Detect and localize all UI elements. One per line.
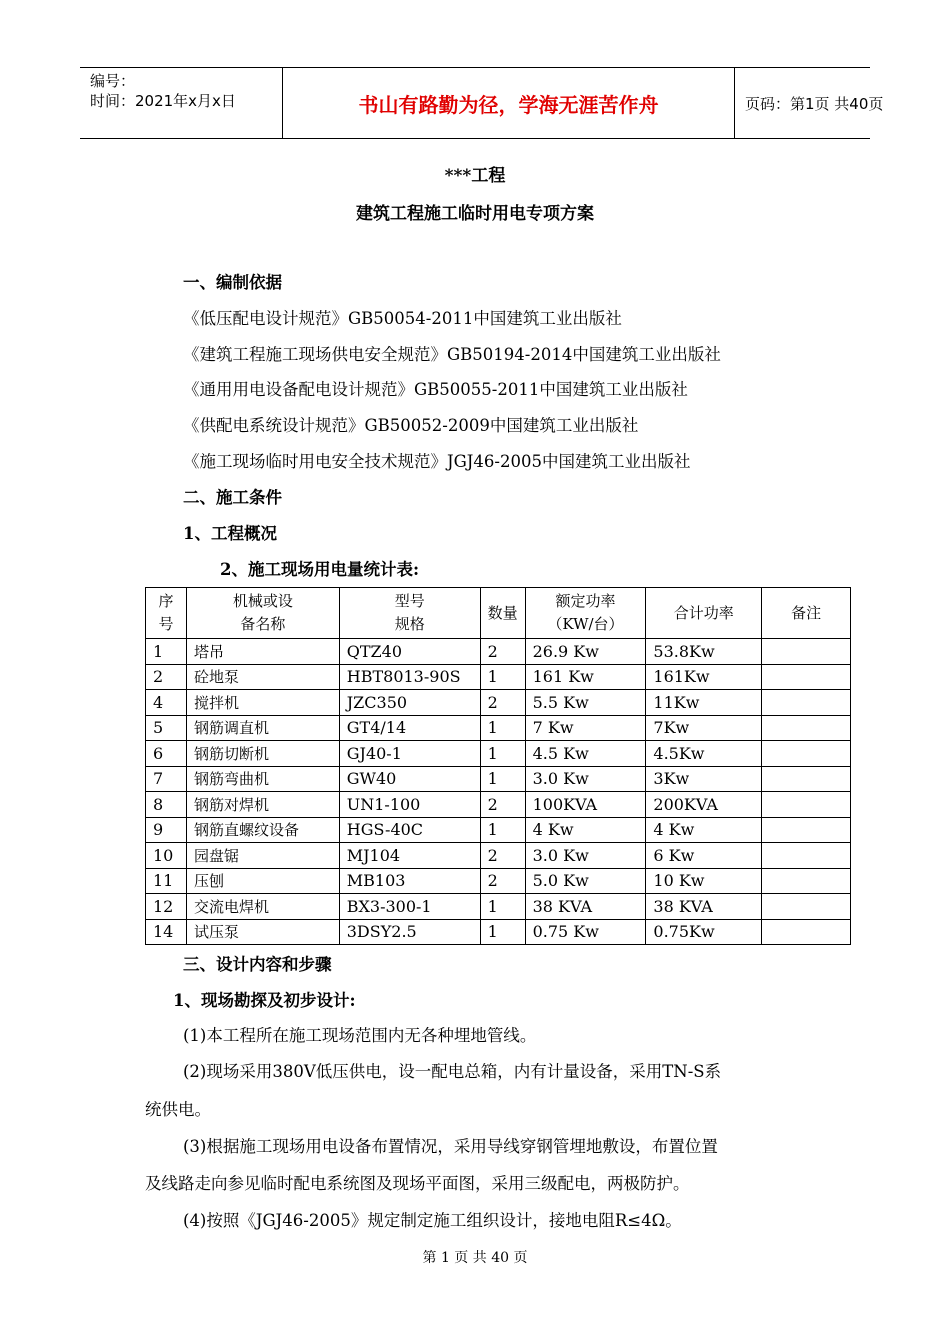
table-cell-note	[762, 868, 851, 894]
reference-item: 《供配电系统设计规范》GB50052-2009中国建筑工业出版社	[183, 416, 639, 435]
table-cell-qty: 1	[480, 919, 525, 945]
table-row	[146, 741, 851, 767]
paragraph: (2)现场采用380V低压供电，设一配电总箱，内有计量设备，采用TN-S系	[183, 1062, 722, 1081]
table-row	[146, 664, 851, 690]
reference-item: 《施工现场临时用电安全技术规范》JGJ46-2005中国建筑工业出版社	[183, 452, 691, 471]
table-cell-note	[762, 715, 851, 741]
table-cell-no: 7	[146, 766, 187, 792]
table-row	[146, 817, 851, 843]
table-cell-name: 塔吊	[186, 639, 339, 665]
table-cell-qty: 1	[480, 766, 525, 792]
table-cell-qty: 1	[480, 741, 525, 767]
table-cell-rated: 26.9 Kw	[525, 639, 646, 665]
table-cell-name: 试压泵	[186, 919, 339, 945]
col-rated-power: 额定功率 （KW/台）	[525, 588, 646, 639]
table-cell-qty: 1	[480, 817, 525, 843]
table-cell-rated: 3.0 Kw	[525, 766, 646, 792]
header-motto: 书山有路勤为径，学海无涯苦作舟	[282, 68, 735, 138]
table-row	[146, 715, 851, 741]
header-page-code: 页码：第1页 共40页	[745, 94, 884, 113]
table-cell-model: GW40	[339, 766, 480, 792]
table-cell-rated: 3.0 Kw	[525, 843, 646, 869]
col-seq: 序 号	[146, 588, 187, 639]
paragraph: (1)本工程所在施工现场范围内无各种埋地管线。	[183, 1026, 537, 1045]
table-cell-no: 1	[146, 639, 187, 665]
table-row	[146, 639, 851, 665]
table-cell-model: MJ104	[339, 843, 480, 869]
table-cell-total: 3Kw	[646, 766, 762, 792]
header-info	[80, 68, 282, 138]
table-cell-no: 6	[146, 741, 187, 767]
col-note: 备注	[762, 588, 851, 639]
table-cell-note	[762, 843, 851, 869]
reference-item: 《建筑工程施工现场供电安全规范》GB50194-2014中国建筑工业出版社	[183, 345, 721, 364]
table-cell-qty: 2	[480, 792, 525, 818]
table-cell-rated: 100KVA	[525, 792, 646, 818]
table-cell-name: 钢筋调直机	[186, 715, 339, 741]
table-cell-model: UN1-100	[339, 792, 480, 818]
table-cell-total: 53.8Kw	[646, 639, 762, 665]
subsection-3-1: 1、现场勘探及初步设计:	[173, 991, 356, 1010]
table-cell-name: 钢筋切断机	[186, 741, 339, 767]
table-cell-model: HGS-40C	[339, 817, 480, 843]
table-cell-total: 10 Kw	[646, 868, 762, 894]
table-cell-qty: 1	[480, 894, 525, 920]
table-cell-qty: 2	[480, 843, 525, 869]
col-qty: 数量	[480, 588, 525, 639]
table-cell-name: 园盘锯	[186, 843, 339, 869]
table-row	[146, 766, 851, 792]
table-cell-note	[762, 894, 851, 920]
table-cell-note	[762, 741, 851, 767]
table-cell-model: QTZ40	[339, 639, 480, 665]
table-cell-no: 9	[146, 817, 187, 843]
table-cell-note	[762, 817, 851, 843]
reference-item: 《低压配电设计规范》GB50054-2011中国建筑工业出版社	[183, 309, 622, 328]
table-cell-rated: 4.5 Kw	[525, 741, 646, 767]
number-label: 编号：	[90, 72, 136, 90]
table-cell-model: JZC350	[339, 690, 480, 716]
table-cell-rated: 4 Kw	[525, 817, 646, 843]
table-cell-total: 6 Kw	[646, 843, 762, 869]
page-header	[80, 67, 884, 139]
table-cell-model: 3DSY2.5	[339, 919, 480, 945]
table-cell-no: 12	[146, 894, 187, 920]
table-cell-rated: 5.5 Kw	[525, 690, 646, 716]
paragraph: (3)根据施工现场用电设备布置情况，采用导线穿钢管埋地敷设，布置位置	[183, 1137, 718, 1156]
table-cell-total: 0.75Kw	[646, 919, 762, 945]
table-cell-name: 砼地泵	[186, 664, 339, 690]
project-title: ***工程	[444, 166, 506, 186]
col-model: 型号 规格	[339, 588, 480, 639]
table-cell-total: 38 KVA	[646, 894, 762, 920]
table-cell-model: GJ40-1	[339, 741, 480, 767]
paragraph: 统供电。	[145, 1100, 211, 1119]
table-cell-name: 搅拌机	[186, 690, 339, 716]
table-row	[146, 894, 851, 920]
table-cell-no: 4	[146, 690, 187, 716]
table-cell-name: 钢筋弯曲机	[186, 766, 339, 792]
section-3-heading: 三、设计内容和步骤	[183, 955, 332, 974]
table-cell-qty: 2	[480, 690, 525, 716]
page-footer: 第 1 页 共 40 页	[422, 1250, 528, 1266]
table-cell-name: 钢筋直螺纹设备	[186, 817, 339, 843]
table-cell-total: 7Kw	[646, 715, 762, 741]
table-cell-name: 钢筋对焊机	[186, 792, 339, 818]
table-cell-no: 5	[146, 715, 187, 741]
table-header-row	[146, 588, 851, 639]
table-row	[146, 919, 851, 945]
paragraph: (4)按照《JGJ46-2005》规定制定施工组织设计，接地电阻R≤4Ω。	[183, 1211, 682, 1230]
table-row	[146, 843, 851, 869]
table-cell-total: 4 Kw	[646, 817, 762, 843]
table-cell-rated: 38 KVA	[525, 894, 646, 920]
table-cell-no: 11	[146, 868, 187, 894]
table-cell-no: 8	[146, 792, 187, 818]
table-cell-note	[762, 919, 851, 945]
table-row	[146, 792, 851, 818]
section-2-heading: 二、施工条件	[183, 488, 282, 507]
table-cell-no: 2	[146, 664, 187, 690]
power-usage-table	[145, 587, 851, 945]
subsection-2-1: 1、工程概况	[183, 524, 277, 543]
section-1-heading: 一、编制依据	[183, 273, 282, 292]
table-cell-no: 14	[146, 919, 187, 945]
table-cell-note	[762, 690, 851, 716]
table-cell-rated: 0.75 Kw	[525, 919, 646, 945]
time-label: 时间：2021年x月x日	[90, 92, 236, 110]
table-cell-name: 交流电焊机	[186, 894, 339, 920]
table-cell-qty: 1	[480, 664, 525, 690]
table-cell-note	[762, 639, 851, 665]
table-cell-note	[762, 792, 851, 818]
col-total-power: 合计功率	[646, 588, 762, 639]
table-cell-model: GT4/14	[339, 715, 480, 741]
table-cell-name: 压刨	[186, 868, 339, 894]
table-cell-qty: 1	[480, 715, 525, 741]
table-cell-rated: 7 Kw	[525, 715, 646, 741]
table-cell-rated: 161 Kw	[525, 664, 646, 690]
table-cell-model: MB103	[339, 868, 480, 894]
table-cell-note	[762, 766, 851, 792]
table-cell-model: HBT8013-90S	[339, 664, 480, 690]
table-cell-total: 11Kw	[646, 690, 762, 716]
paragraph: 及线路走向参见临时配电系统图及现场平面图，采用三级配电，两极防护。	[145, 1174, 690, 1193]
table-cell-rated: 5.0 Kw	[525, 868, 646, 894]
table-cell-qty: 2	[480, 639, 525, 665]
table-cell-total: 4.5Kw	[646, 741, 762, 767]
table-cell-note	[762, 664, 851, 690]
table-row	[146, 868, 851, 894]
table-row	[146, 690, 851, 716]
table-cell-no: 10	[146, 843, 187, 869]
table-cell-total: 161Kw	[646, 664, 762, 690]
col-machine: 机械或设 备名称	[186, 588, 339, 639]
document-title: 建筑工程施工临时用电专项方案	[356, 204, 594, 224]
reference-item: 《通用用电设备配电设计规范》GB50055-2011中国建筑工业出版社	[183, 380, 688, 399]
table-cell-model: BX3-300-1	[339, 894, 480, 920]
subsection-2-2: 2、施工现场用电量统计表:	[220, 560, 420, 579]
table-cell-qty: 2	[480, 868, 525, 894]
table-cell-total: 200KVA	[646, 792, 762, 818]
